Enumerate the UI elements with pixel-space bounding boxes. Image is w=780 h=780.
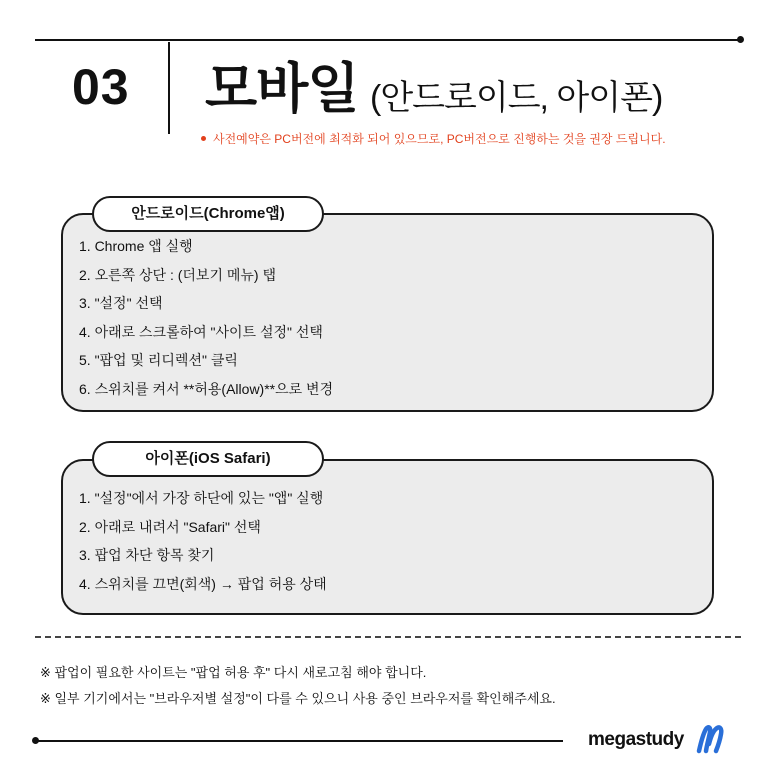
android-label-pill: 안드로이드(Chrome앱) bbox=[92, 196, 324, 232]
list-item: 2. 오른쪽 상단 : (더보기 메뉴) 탭 bbox=[79, 266, 276, 283]
list-item: 1. Chrome 앱 실행 bbox=[79, 238, 193, 254]
list-item: 4. 아래로 스크롤하여 "사이트 설정" 선택 bbox=[79, 323, 323, 340]
header-vertical-divider bbox=[168, 42, 170, 134]
page-title: 모바일 bbox=[205, 59, 359, 119]
ios-label-pill: 아이폰(iOS Safari) bbox=[92, 441, 324, 477]
list-item: 6. 스위치를 켜서 **허용(Allow)**으로 변경 bbox=[79, 380, 334, 397]
ios-steps-list bbox=[79, 484, 327, 598]
bullet-icon bbox=[201, 136, 206, 141]
list-item: 3. 팝업 차단 항목 찾기 bbox=[79, 547, 215, 563]
footnote-item: ※ 일부 기기에서는 "브라우저별 설정"이 다를 수 있으니 사용 중인 브라우저를 확인해주세요. bbox=[40, 691, 556, 706]
top-divider-line bbox=[35, 39, 741, 41]
top-divider-dot bbox=[737, 36, 744, 43]
dashed-separator bbox=[35, 636, 741, 638]
page-subtitle: (안드로이드, 아이폰) bbox=[370, 79, 663, 117]
brand-name: megastudy bbox=[588, 729, 684, 750]
bottom-divider-line bbox=[35, 740, 563, 742]
list-item: 3. "설정" 선택 bbox=[79, 295, 163, 311]
android-steps-list bbox=[79, 232, 333, 403]
list-item: 5. "팝업 및 리디렉션" 클릭 bbox=[79, 352, 238, 368]
note-text: 사전예약은 PC버전에 최적화 되어 있으므로, PC버전으로 진행하는 것을 권장 드립니다. bbox=[213, 132, 666, 146]
section-number: 03 bbox=[72, 59, 130, 115]
footnotes bbox=[40, 660, 556, 712]
list-item: 1. "설정"에서 가장 하단에 있는 "앱" 실행 bbox=[79, 490, 324, 506]
recommendation-note bbox=[201, 131, 666, 147]
list-item: 4. 스위치를 끄면(회색) → 팝업 허용 상태 bbox=[79, 575, 327, 592]
megastudy-m-logo-icon bbox=[695, 722, 727, 756]
footnote-item: ※ 팝업이 필요한 사이트는 "팝업 허용 후" 다시 새로고침 해야 합니다. bbox=[40, 665, 427, 680]
list-item: 2. 아래로 내려서 "Safari" 선택 bbox=[79, 518, 261, 535]
